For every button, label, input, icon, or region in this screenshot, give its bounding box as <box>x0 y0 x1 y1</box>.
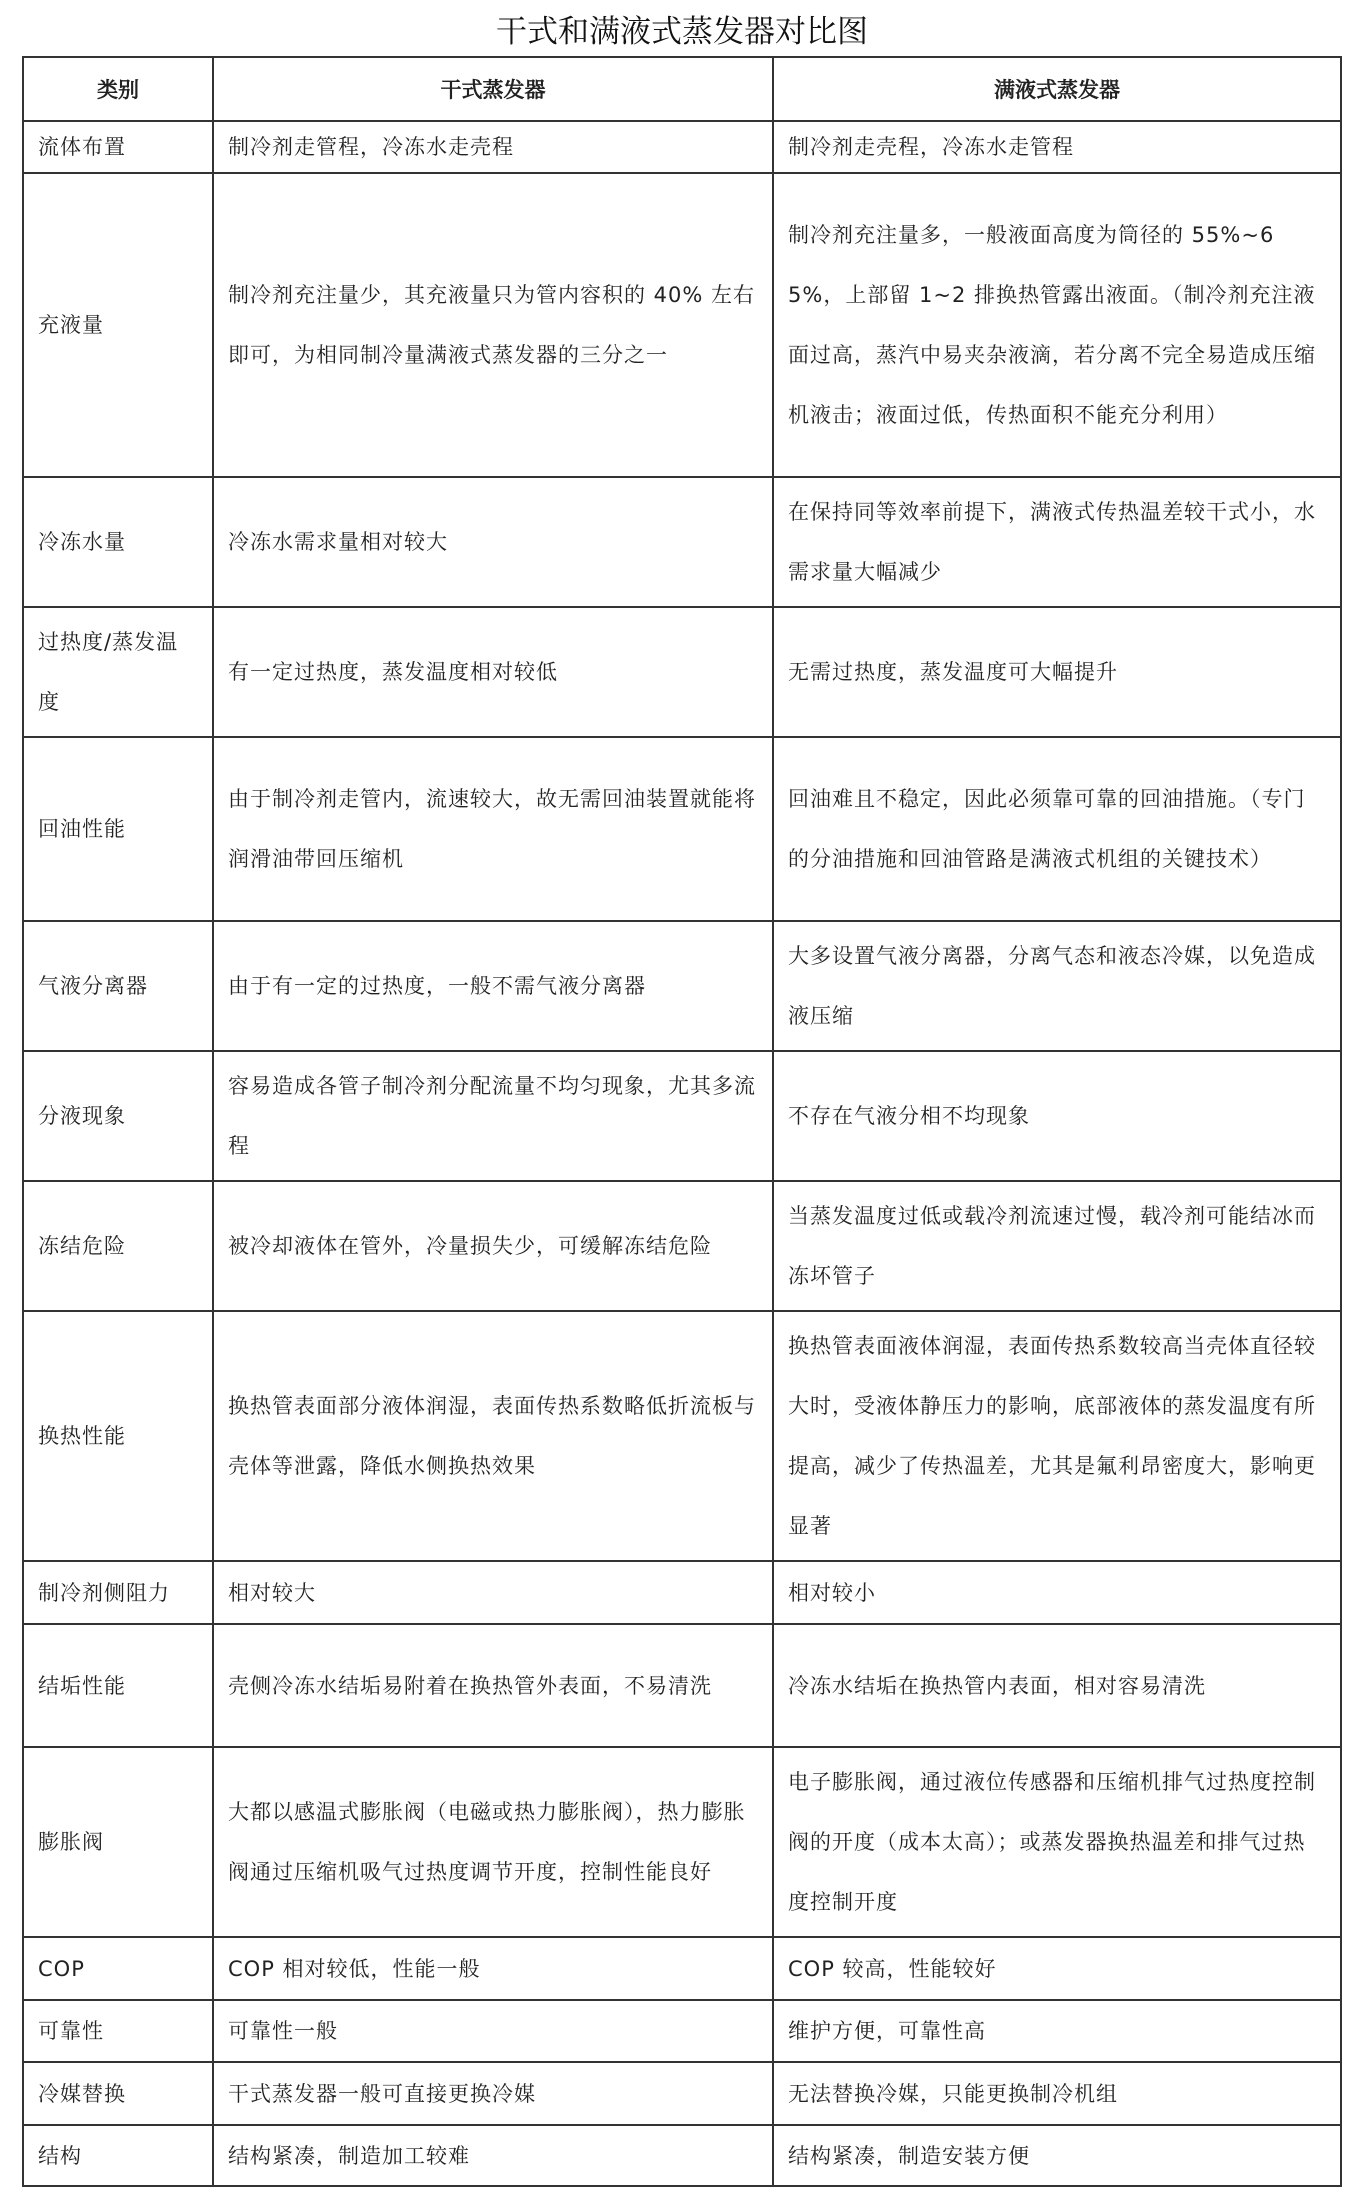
table-row <box>23 477 1341 607</box>
header-category: 类别 <box>23 57 213 121</box>
flooded-cell: 制冷剂充注量多，一般液面高度为筒径的 55%~65%，上部留 1~2 排换热管露出液面。（制冷剂充注液面过高，蒸汽中易夹杂液滴，若分离不完全易造成压缩机液击；液面过低，传热面积不能充分利用） <box>773 173 1341 477</box>
flooded-cell: COP 较高，性能较好 <box>773 1937 1341 2000</box>
dry-cell: 制冷剂走管程，冷冻水走壳程 <box>213 121 773 173</box>
category-cell: 冷冻水量 <box>23 477 213 607</box>
category-cell: 可靠性 <box>23 2000 213 2062</box>
table-row <box>23 1311 1341 1561</box>
table-row <box>23 607 1341 737</box>
table-row <box>23 1747 1341 1937</box>
dry-cell: 被冷却液体在管外，冷量损失少，可缓解冻结危险 <box>213 1181 773 1311</box>
dry-cell: 壳侧冷冻水结垢易附着在换热管外表面，不易清洗 <box>213 1624 773 1747</box>
flooded-cell: 当蒸发温度过低或载冷剂流速过慢，载冷剂可能结冰而冻坏管子 <box>773 1181 1341 1311</box>
category-cell: 换热性能 <box>23 1311 213 1561</box>
table-row <box>23 2125 1341 2186</box>
dry-cell: 由于制冷剂走管内，流速较大，故无需回油装置就能将润滑油带回压缩机 <box>213 737 773 921</box>
category-cell: 过热度/蒸发温度 <box>23 607 213 737</box>
table-row <box>23 1624 1341 1747</box>
dry-cell: 大都以感温式膨胀阀（电磁或热力膨胀阀），热力膨胀阀通过压缩机吸气过热度调节开度，控制性能良好 <box>213 1747 773 1937</box>
table-row <box>23 1937 1341 2000</box>
dry-cell: 结构紧凑，制造加工较难 <box>213 2125 773 2186</box>
page-title: 干式和满液式蒸发器对比图 <box>496 14 868 50</box>
category-cell: 结构 <box>23 2125 213 2186</box>
flooded-cell: 相对较小 <box>773 1561 1341 1624</box>
flooded-cell: 无法替换冷媒，只能更换制冷机组 <box>773 2062 1341 2125</box>
category-cell: 分液现象 <box>23 1051 213 1181</box>
table-row <box>23 921 1341 1051</box>
table-row <box>23 1051 1341 1181</box>
table-row <box>23 2062 1341 2125</box>
flooded-cell: 结构紧凑，制造安装方便 <box>773 2125 1341 2186</box>
category-cell: 冻结危险 <box>23 1181 213 1311</box>
category-cell: 制冷剂侧阻力 <box>23 1561 213 1624</box>
category-cell: 气液分离器 <box>23 921 213 1051</box>
table-row <box>23 121 1341 173</box>
dry-cell: 可靠性一般 <box>213 2000 773 2062</box>
table-row <box>23 737 1341 921</box>
flooded-cell: 在保持同等效率前提下，满液式传热温差较干式小，水需求量大幅减少 <box>773 477 1341 607</box>
dry-cell: 制冷剂充注量少，其充液量只为管内容积的 40% 左右即可，为相同制冷量满液式蒸发器的三分之一 <box>213 173 773 477</box>
table-row <box>23 1181 1341 1311</box>
flooded-cell: 回油难且不稳定，因此必须靠可靠的回油措施。（专门的分油措施和回油管路是满液式机组的关键技术） <box>773 737 1341 921</box>
category-cell: 回油性能 <box>23 737 213 921</box>
flooded-cell: 电子膨胀阀，通过液位传感器和压缩机排气过热度控制阀的开度（成本太高）；或蒸发器换热温差和排气过热度控制开度 <box>773 1747 1341 1937</box>
flooded-cell: 换热管表面液体润湿，表面传热系数较高当壳体直径较大时，受液体静压力的影响，底部液体的蒸发温度有所提高，减少了传热温差，尤其是氟利昂密度大，影响更显著 <box>773 1311 1341 1561</box>
header-flooded-evaporator: 满液式蒸发器 <box>773 57 1341 121</box>
category-cell: 冷媒替换 <box>23 2062 213 2125</box>
table-row <box>23 1561 1341 1624</box>
dry-cell: 换热管表面部分液体润湿，表面传热系数略低折流板与壳体等泄露，降低水侧换热效果 <box>213 1311 773 1561</box>
flooded-cell: 大多设置气液分离器，分离气态和液态冷媒，以免造成液压缩 <box>773 921 1341 1051</box>
category-cell: COP <box>23 1937 213 2000</box>
flooded-cell: 不存在气液分相不均现象 <box>773 1051 1341 1181</box>
dry-cell: 容易造成各管子制冷剂分配流量不均匀现象，尤其多流程 <box>213 1051 773 1181</box>
category-cell: 充液量 <box>23 173 213 477</box>
table-row <box>23 173 1341 477</box>
category-cell: 膨胀阀 <box>23 1747 213 1937</box>
flooded-cell: 冷冻水结垢在换热管内表面，相对容易清洗 <box>773 1624 1341 1747</box>
flooded-cell: 无需过热度，蒸发温度可大幅提升 <box>773 607 1341 737</box>
header-dry-evaporator: 干式蒸发器 <box>213 57 773 121</box>
category-cell: 结垢性能 <box>23 1624 213 1747</box>
dry-cell: 冷冻水需求量相对较大 <box>213 477 773 607</box>
table-row <box>23 2000 1341 2062</box>
flooded-cell: 制冷剂走壳程，冷冻水走管程 <box>773 121 1341 173</box>
comparison-table <box>22 56 1342 2187</box>
header-row <box>23 57 1341 121</box>
dry-cell: 有一定过热度，蒸发温度相对较低 <box>213 607 773 737</box>
dry-cell: 由于有一定的过热度，一般不需气液分离器 <box>213 921 773 1051</box>
dry-cell: COP 相对较低，性能一般 <box>213 1937 773 2000</box>
category-cell: 流体布置 <box>23 121 213 173</box>
dry-cell: 相对较大 <box>213 1561 773 1624</box>
flooded-cell: 维护方便，可靠性高 <box>773 2000 1341 2062</box>
dry-cell: 干式蒸发器一般可直接更换冷媒 <box>213 2062 773 2125</box>
